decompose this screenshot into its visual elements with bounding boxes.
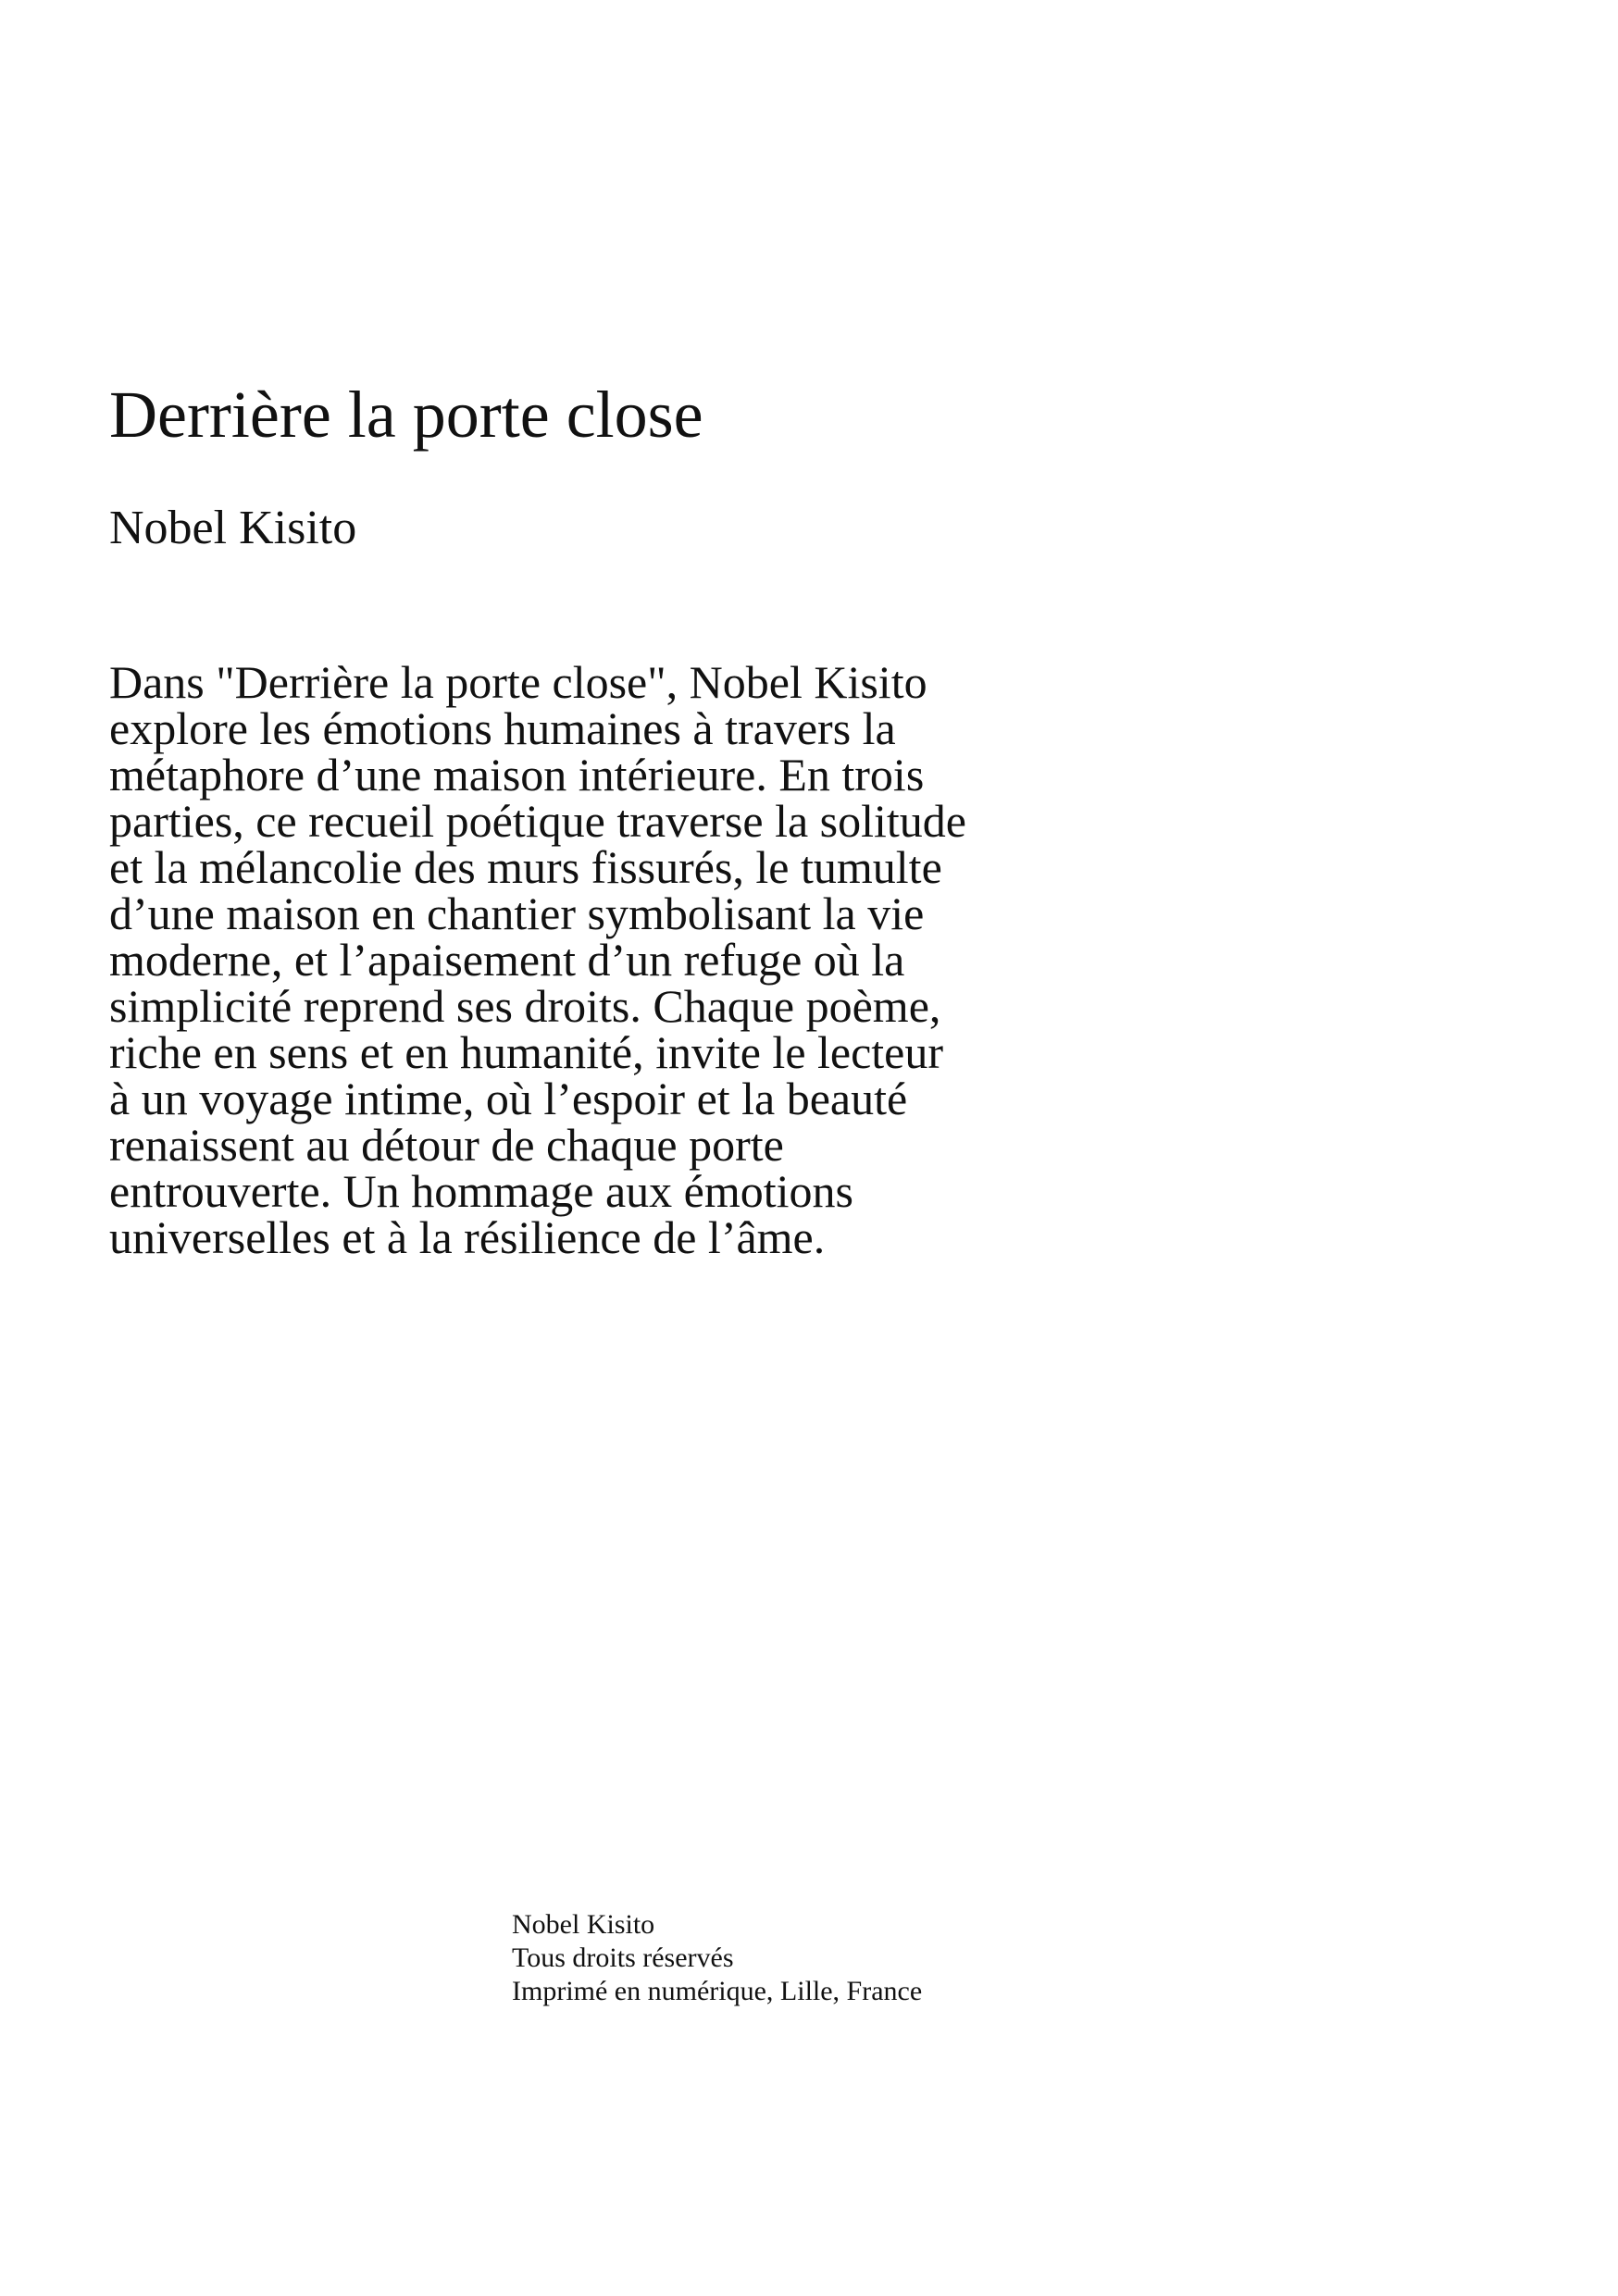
- description-line: moderne, et l’apaisement d’un refuge où la: [109, 934, 905, 986]
- colophon-printing: Imprimé en numérique, Lille, France: [512, 1976, 923, 2006]
- colophon-rights: Tous droits réservés: [512, 1942, 734, 1973]
- description-line: riche en sens et en humanité, invite le lecteur: [109, 1026, 944, 1078]
- description-line: à un voyage intime, où l’espoir et la beauté: [109, 1073, 908, 1124]
- description-line: Dans "Derrière la porte close", Nobel Kisito: [109, 656, 927, 708]
- description-line: explore les émotions humaines à travers la: [109, 702, 896, 754]
- description-line: parties, ce recueil poétique traverse la solitude: [109, 795, 966, 847]
- description-line: entrouverte. Un hommage aux émotions: [109, 1165, 853, 1217]
- description-line: renaissent au détour de chaque porte: [109, 1119, 784, 1171]
- description-line: d’une maison en chantier symbolisant la vie: [109, 887, 925, 939]
- description-line: et la mélancolie des murs fissurés, le tumulte: [109, 841, 942, 893]
- book-title: Derrière la porte close: [109, 378, 703, 452]
- colophon-name: Nobel Kisito: [512, 1909, 655, 1940]
- description-line: universelles et à la résilience de l’âme.: [109, 1211, 826, 1263]
- book-author: Nobel Kisito: [109, 502, 357, 554]
- description-line: simplicité reprend ses droits. Chaque poème,: [109, 980, 941, 1032]
- colophon: [512, 1908, 922, 2008]
- book-description: [109, 656, 1257, 1263]
- description-line: métaphore d’une maison intérieure. En trois: [109, 749, 925, 800]
